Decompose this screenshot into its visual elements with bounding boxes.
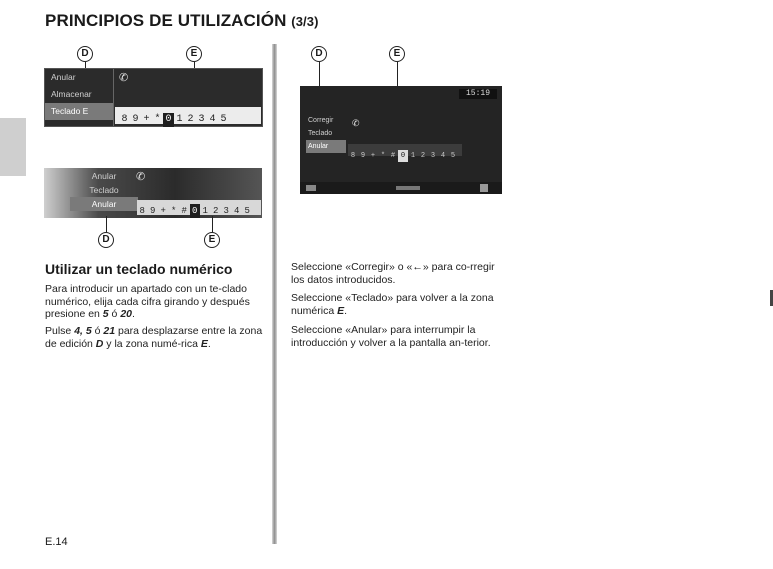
- keypad-1: [115, 107, 261, 124]
- key-digit[interactable]: 8: [121, 114, 128, 125]
- key-digit[interactable]: 4: [440, 152, 446, 160]
- key-digit[interactable]: *: [380, 152, 386, 160]
- keypad-2: [137, 200, 261, 215]
- menu-item-corregir[interactable]: Corregir: [308, 117, 334, 124]
- menu-1: [45, 69, 113, 120]
- menu-3: [306, 114, 346, 153]
- text: 5: [102, 308, 109, 320]
- key-digit[interactable]: 4: [209, 114, 216, 125]
- menu-item-teclado[interactable]: Teclado: [308, 130, 333, 137]
- text: .: [132, 308, 135, 320]
- clock: 15:19: [459, 89, 497, 99]
- figure-2: [44, 168, 266, 258]
- text: D: [95, 337, 104, 350]
- key-digit-selected[interactable]: 0: [190, 204, 201, 218]
- key-digit[interactable]: 5: [220, 114, 227, 125]
- leader-e: [212, 216, 213, 232]
- menu-item-teclado[interactable]: Teclado: [89, 185, 119, 195]
- section-title: Utilizar un teclado numérico: [45, 261, 233, 277]
- callout-e: E: [186, 46, 202, 62]
- text: para desplazarse entre la zona de edición: [45, 325, 263, 350]
- key-digit[interactable]: 2: [187, 114, 194, 125]
- key-digit[interactable]: 3: [430, 152, 436, 160]
- key-digit[interactable]: 8: [139, 206, 145, 216]
- key-digit[interactable]: 8: [350, 152, 356, 160]
- menu-item-anular[interactable]: Anular: [91, 171, 117, 181]
- text: .: [207, 337, 211, 350]
- phone-icon: ✆: [352, 118, 360, 128]
- paragraph-teclado: [291, 292, 509, 317]
- screen-2: [44, 168, 262, 218]
- key-digit[interactable]: 1: [410, 152, 416, 160]
- key-digit[interactable]: 5: [450, 152, 456, 160]
- text: Seleccione «Teclado» para volver a la zona numérica: [291, 292, 494, 317]
- text: E: [200, 337, 208, 350]
- text: E: [337, 304, 345, 317]
- text: ó: [91, 325, 104, 337]
- key-digit[interactable]: 9: [360, 152, 366, 160]
- phone-icon: ✆: [136, 171, 146, 183]
- key-digit[interactable]: 2: [213, 206, 219, 216]
- keypad-3: [348, 144, 462, 160]
- section-tab: [0, 118, 26, 176]
- callout-d: D: [311, 46, 327, 62]
- key-digit[interactable]: 4: [234, 206, 240, 216]
- key-digit[interactable]: 1: [202, 206, 208, 216]
- key-digit[interactable]: 9: [150, 206, 156, 216]
- menu-item-anular[interactable]: Anular: [51, 72, 76, 82]
- text: Para introducir un apartado con un te-clado numérico, elija cada cifra girando y después presione en: [45, 283, 250, 320]
- page-title-suffix: (3/3): [291, 14, 319, 29]
- key-digit[interactable]: 3: [223, 206, 229, 216]
- leader-d: [106, 216, 107, 232]
- page-number: E.14: [45, 536, 68, 548]
- screen-3: [300, 86, 502, 194]
- key-digit[interactable]: *: [154, 114, 161, 125]
- menu-2: [70, 169, 138, 211]
- status-bar: [300, 182, 502, 194]
- menu-item-almacenar[interactable]: Almacenar: [51, 89, 92, 99]
- status-label-bar: [396, 186, 420, 190]
- text: y la zona numé-rica: [103, 337, 201, 350]
- paragraph-2: [45, 325, 263, 350]
- paragraph-anular: Seleccione «Anular» para interrumpir la introducción y volver a la pantalla an-terior.: [291, 324, 491, 349]
- key-digit[interactable]: 5: [244, 206, 250, 216]
- text: .: [344, 304, 348, 317]
- key-digit-selected[interactable]: 0: [398, 150, 408, 162]
- menu-item-teclado[interactable]: Teclado E: [45, 103, 113, 120]
- key-digit[interactable]: #: [181, 206, 187, 216]
- key-digit[interactable]: +: [160, 206, 166, 216]
- screen-1: [44, 68, 263, 127]
- text: 21: [103, 325, 116, 337]
- key-digit[interactable]: +: [143, 114, 150, 125]
- key-digit[interactable]: +: [370, 152, 376, 160]
- text: Pulse: [45, 325, 75, 337]
- key-digit[interactable]: #: [390, 152, 396, 160]
- key-digit[interactable]: 3: [198, 114, 205, 125]
- text: 4, 5: [74, 325, 92, 337]
- menu-item-anular-selected[interactable]: Anular: [306, 140, 346, 153]
- callout-e: E: [389, 46, 405, 62]
- key-digit[interactable]: *: [171, 206, 177, 216]
- callout-e: E: [204, 232, 220, 248]
- status-icon: [306, 185, 316, 191]
- column-divider: [272, 44, 277, 544]
- figure-3: [298, 40, 508, 200]
- callout-d: D: [98, 232, 114, 248]
- key-digit[interactable]: 9: [132, 114, 139, 125]
- text: ó: [108, 308, 121, 320]
- paragraph-1: [45, 283, 263, 321]
- page-title: [45, 11, 319, 31]
- callout-d: D: [77, 46, 93, 62]
- paragraph-corregir: Seleccione «Corregir» o «←» para co-rregir los datos introducidos.: [291, 261, 495, 286]
- screen-divider: [113, 69, 114, 126]
- figure-1: [44, 40, 264, 132]
- page-title-text: PRINCIPIOS DE UTILIZACIÓN: [45, 11, 287, 30]
- text: 20: [120, 308, 133, 320]
- menu-item-anular-selected[interactable]: Anular: [70, 197, 138, 211]
- key-digit-selected[interactable]: 0: [163, 113, 174, 127]
- key-digit[interactable]: 1: [176, 114, 183, 125]
- phone-icon: ✆: [119, 72, 129, 84]
- status-icon: [480, 184, 488, 192]
- key-digit[interactable]: 2: [420, 152, 426, 160]
